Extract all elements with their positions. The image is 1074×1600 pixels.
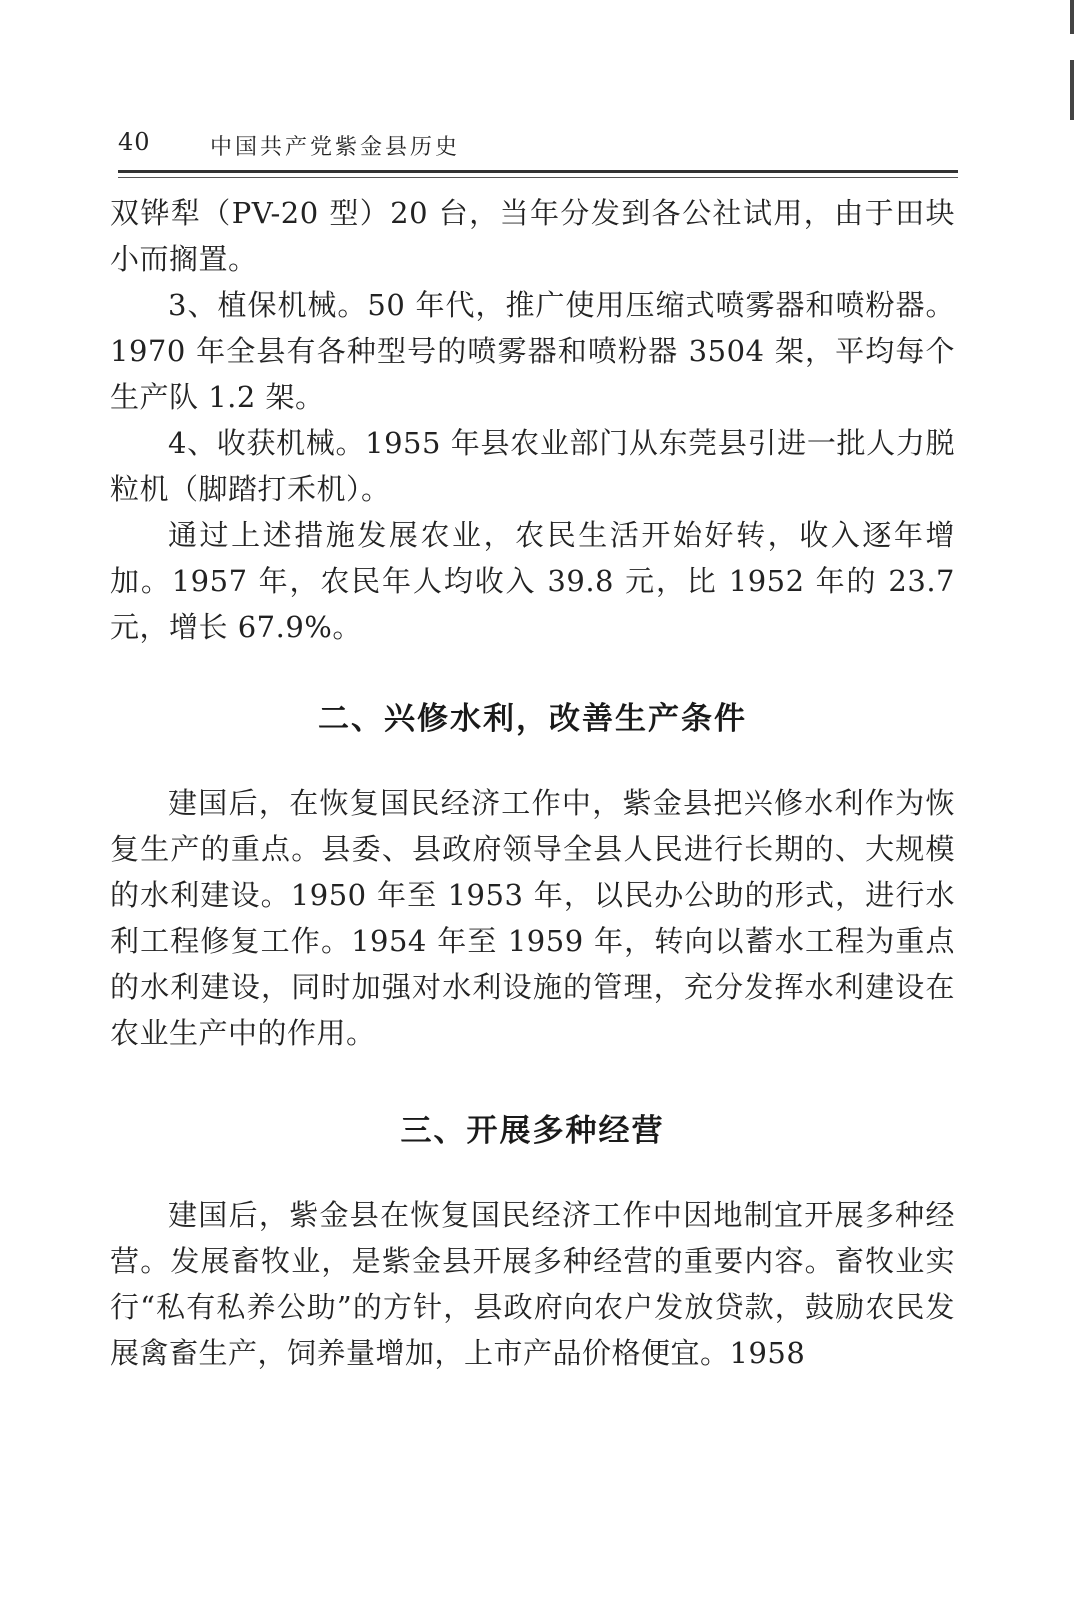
page-number: 40 — [118, 128, 151, 156]
page-header — [118, 122, 958, 162]
paragraph-water-conservancy: 建国后，在恢复国民经济工作中，紫金县把兴修水利作为恢复生产的重点。县委、县政府领导全县人民进行长期的、大规模的水利建设。1950 年至 1953 年，以民办公助的形式，进行水利工程修复工作。1954 年至 1959 年，转向以蓄水工程为重点的水利建设，同时加强对水利设施的管理，充分发挥水利建设在农业生产中的作用。 — [110, 786, 955, 1050]
text-block-water-conservancy — [110, 780, 955, 1056]
paragraph-income: 通过上述措施发展农业，农民生活开始好转，收入逐年增加。1957 年，农民年人均收入 39.8 元，比 1952 年的 23.7 元，增长 67.9%。 — [110, 518, 955, 644]
paragraph-plant-protection: 3、植保机械。50 年代，推广使用压缩式喷雾器和喷粉器。1970 年全县有各种型号的喷雾器和喷粉器 3504 架，平均每个生产队 1.2 架。 — [110, 288, 955, 414]
running-title: 中国共产党紫金县历史 — [210, 135, 461, 160]
header-rule-thin — [118, 177, 958, 178]
scan-edge-mark — [1070, 60, 1074, 120]
text-block-mechanization — [110, 190, 955, 650]
paragraph-diversified-operations: 建国后，紫金县在恢复国民经济工作中因地制宜开展多种经营。发展畜牧业，是紫金县开展多种经营的重要内容。畜牧业实行“私有私养公助”的方针，县政府向农户发放贷款，鼓励农民发展禽畜生产，饲养量增加，上市产品价格便宜。1958 — [110, 1198, 955, 1370]
section-heading-diversified-operations: 三、开展多种经营 — [400, 1113, 665, 1149]
scan-edge-mark — [1070, 0, 1074, 34]
section-heading-water-conservancy: 二、兴修水利，改善生产条件 — [318, 701, 747, 737]
header-rule-thick — [118, 170, 958, 173]
paragraph-harvesting: 4、收获机械。1955 年县农业部门从东莞县引进一批人力脱粒机（脚踏打禾机）。 — [110, 426, 955, 506]
paragraph-plough: 双铧犁（PV-20 型）20 台，当年分发到各公社试用，由于田块小而搁置。 — [110, 196, 955, 276]
text-block-diversified-operations — [110, 1192, 955, 1376]
